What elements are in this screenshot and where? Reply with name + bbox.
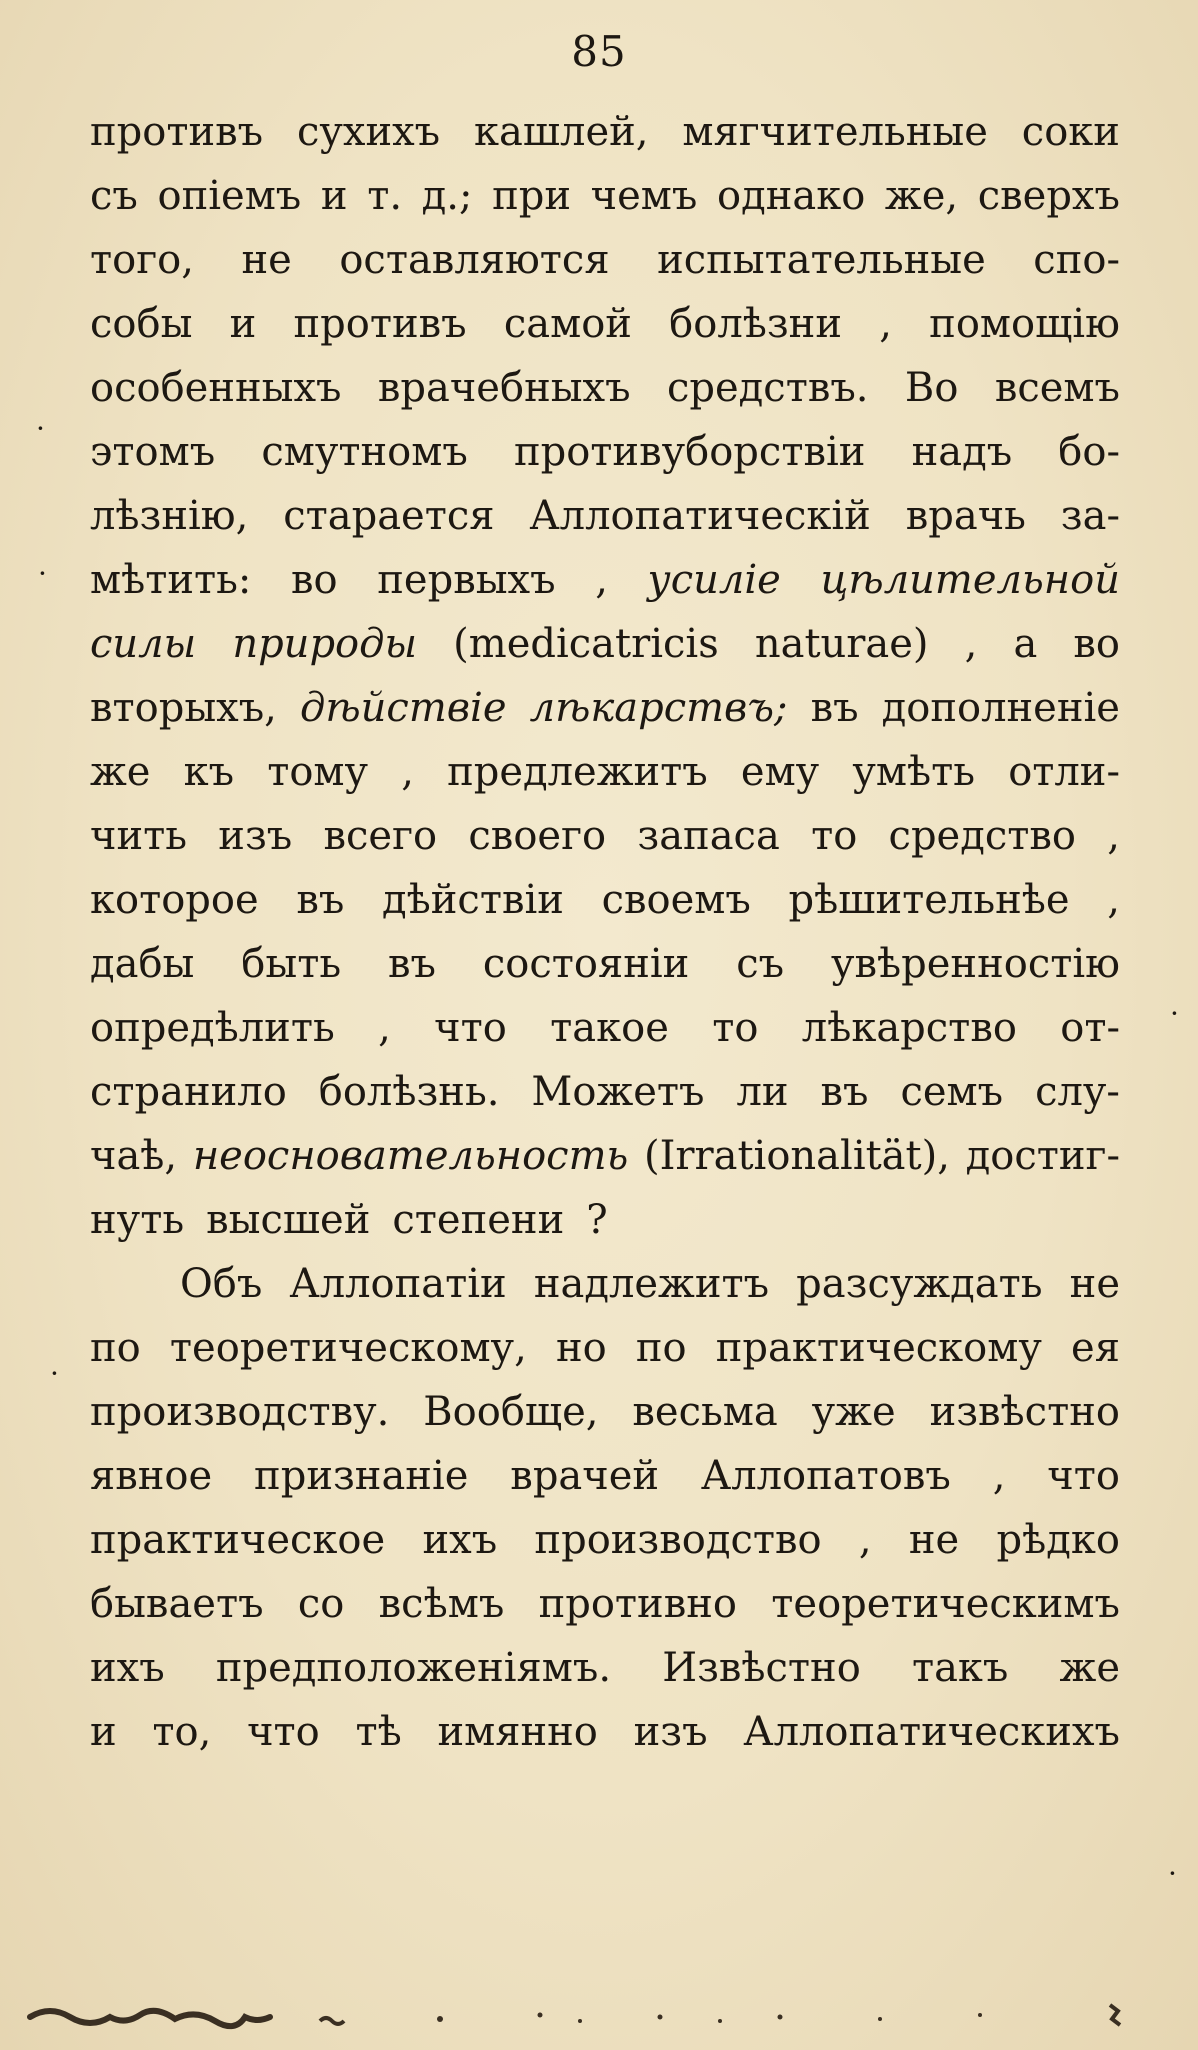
word: явное bbox=[90, 1453, 213, 1499]
word: во bbox=[291, 557, 338, 603]
word: усиліе bbox=[647, 557, 781, 603]
word: того, bbox=[90, 237, 194, 283]
word: сухихъ bbox=[296, 109, 441, 155]
text-line bbox=[90, 292, 1120, 356]
word: бо- bbox=[1058, 429, 1120, 475]
word: изъ bbox=[633, 1709, 708, 1755]
word: противъ bbox=[293, 301, 467, 347]
word: , bbox=[879, 301, 892, 347]
word: дабы bbox=[90, 941, 195, 987]
text-line bbox=[90, 228, 1120, 292]
word: лѣкарство bbox=[801, 1005, 1017, 1051]
word: болѣзнь. bbox=[318, 1069, 500, 1115]
word: болѣзни bbox=[669, 301, 843, 347]
word: надлежитъ bbox=[533, 1261, 770, 1307]
text-line bbox=[90, 740, 1120, 804]
word: врачей bbox=[510, 1453, 660, 1499]
word: naturae) bbox=[754, 621, 929, 667]
word: Во bbox=[904, 365, 959, 411]
word: соки bbox=[1021, 109, 1120, 155]
word: же bbox=[90, 749, 151, 795]
word: не bbox=[1069, 1261, 1120, 1307]
word: опіемъ bbox=[157, 173, 302, 219]
word: состояніи bbox=[482, 941, 690, 987]
word: что bbox=[247, 1709, 320, 1755]
word: чаѣ, bbox=[90, 1133, 178, 1179]
word: при bbox=[492, 173, 572, 219]
word: лѣзнію, bbox=[90, 493, 249, 539]
text-line bbox=[90, 1444, 1120, 1508]
word: весьма bbox=[632, 1389, 778, 1435]
word: уже bbox=[811, 1389, 896, 1435]
word: рѣшительнѣе bbox=[788, 877, 1070, 923]
word: собы bbox=[90, 301, 193, 347]
text-line bbox=[90, 1124, 1120, 1188]
word: , bbox=[595, 557, 608, 603]
word: кашлей, bbox=[474, 109, 649, 155]
word: отли- bbox=[1008, 749, 1120, 795]
word: практическое bbox=[90, 1517, 386, 1563]
body-text bbox=[90, 100, 1120, 1764]
word: , bbox=[992, 1453, 1006, 1499]
word: Аллопатическій bbox=[529, 493, 871, 539]
text-line bbox=[90, 1508, 1120, 1572]
word: Аллопатовъ bbox=[700, 1453, 951, 1499]
word: ? bbox=[586, 1197, 608, 1243]
word: во bbox=[1073, 621, 1120, 667]
word: старается bbox=[283, 493, 495, 539]
word: тѣ bbox=[355, 1709, 402, 1755]
word: по bbox=[90, 1325, 141, 1371]
word: от- bbox=[1060, 1005, 1120, 1051]
word: мягчительные bbox=[682, 109, 988, 155]
word: , bbox=[401, 749, 414, 795]
word: всемъ bbox=[994, 365, 1120, 411]
word: и bbox=[229, 301, 257, 347]
word: средство bbox=[888, 813, 1076, 859]
word: ли bbox=[736, 1069, 789, 1115]
word: же, bbox=[884, 173, 959, 219]
word: неосновательность bbox=[192, 1133, 629, 1179]
text-line bbox=[90, 996, 1120, 1060]
word: въ bbox=[296, 877, 345, 923]
word: средствъ. bbox=[666, 365, 869, 411]
text-line bbox=[90, 1380, 1120, 1444]
word: смутномъ bbox=[261, 429, 468, 475]
text-line bbox=[90, 484, 1120, 548]
word: быть bbox=[241, 941, 342, 987]
word: со bbox=[297, 1581, 345, 1627]
word: , bbox=[858, 1517, 872, 1563]
word: , bbox=[1107, 877, 1120, 923]
word: силы bbox=[90, 621, 197, 667]
word: семъ bbox=[900, 1069, 1004, 1115]
word: что bbox=[434, 1005, 507, 1051]
word: запаса bbox=[637, 813, 780, 859]
word: Аллопатическихъ bbox=[743, 1709, 1120, 1755]
margin-speck: · bbox=[38, 557, 47, 590]
word: предлежитъ bbox=[447, 749, 708, 795]
word: Вообще, bbox=[423, 1389, 599, 1435]
word: къ bbox=[183, 749, 235, 795]
word: т. bbox=[367, 173, 403, 219]
word: разсуждать bbox=[796, 1261, 1043, 1307]
word: и bbox=[90, 1709, 117, 1755]
margin-speck: · bbox=[1168, 1857, 1177, 1890]
word: однако bbox=[716, 173, 866, 219]
text-line bbox=[90, 1572, 1120, 1636]
word: помощію bbox=[929, 301, 1120, 347]
word: не bbox=[241, 237, 292, 283]
word: то bbox=[811, 813, 858, 859]
word: ихъ bbox=[422, 1517, 498, 1563]
word: такъ bbox=[911, 1645, 1009, 1691]
word: (Irrationalität), bbox=[643, 1133, 950, 1179]
word: противъ bbox=[90, 109, 264, 155]
word: то, bbox=[152, 1709, 212, 1755]
word: всѣмъ bbox=[378, 1581, 505, 1627]
text-line bbox=[90, 612, 1120, 676]
word: , bbox=[378, 1005, 391, 1051]
word: съ bbox=[736, 941, 785, 987]
word: Объ bbox=[180, 1261, 263, 1307]
word: бываетъ bbox=[90, 1581, 264, 1627]
margin-speck: · bbox=[1170, 997, 1179, 1030]
margin-speck: · bbox=[50, 1357, 59, 1390]
text-line bbox=[90, 1060, 1120, 1124]
text-line bbox=[90, 804, 1120, 868]
word: и bbox=[320, 173, 348, 219]
word: не bbox=[908, 1517, 960, 1563]
text-line bbox=[90, 356, 1120, 420]
text-line bbox=[90, 548, 1120, 612]
word: особенныхъ bbox=[90, 365, 342, 411]
word: противуборствіи bbox=[513, 429, 866, 475]
word: , bbox=[964, 621, 978, 667]
text-line bbox=[90, 932, 1120, 996]
word: высшей bbox=[206, 1197, 371, 1243]
word: мѣтить: bbox=[90, 557, 252, 603]
text-line bbox=[90, 1316, 1120, 1380]
text-line bbox=[90, 164, 1120, 228]
word: дѣйствіи bbox=[382, 877, 564, 923]
page-number: 85 bbox=[571, 27, 627, 76]
word: оставляются bbox=[339, 237, 610, 283]
text-line bbox=[90, 1700, 1120, 1764]
word: лѣкарствъ; bbox=[529, 685, 788, 731]
word: теоретическимъ bbox=[771, 1581, 1120, 1627]
word: ея bbox=[1071, 1325, 1120, 1371]
word: за- bbox=[1060, 493, 1120, 539]
word: умѣть bbox=[852, 749, 976, 795]
word: Аллопатіи bbox=[289, 1261, 507, 1307]
word: надъ bbox=[911, 429, 1013, 475]
word: опредѣлить bbox=[90, 1005, 335, 1051]
word: рѣдко bbox=[996, 1517, 1120, 1563]
word: врачебныхъ bbox=[377, 365, 631, 411]
word: Извѣстно bbox=[662, 1645, 861, 1691]
word: ихъ bbox=[90, 1645, 165, 1691]
word: испытательные bbox=[657, 237, 986, 283]
word: имянно bbox=[437, 1709, 598, 1755]
word: (medicatricis bbox=[453, 621, 719, 667]
word: первыхъ bbox=[377, 557, 556, 603]
word: слу- bbox=[1035, 1069, 1120, 1115]
word: спо- bbox=[1033, 237, 1120, 283]
word: съ bbox=[90, 173, 138, 219]
word: предположеніямъ. bbox=[215, 1645, 612, 1691]
word: д.; bbox=[421, 173, 473, 219]
text-line bbox=[90, 420, 1120, 484]
text-line bbox=[90, 1188, 1120, 1252]
word: практическому bbox=[715, 1325, 1042, 1371]
word: своего bbox=[468, 813, 607, 859]
word: врачь bbox=[905, 493, 1026, 539]
word: что bbox=[1047, 1453, 1120, 1499]
word: но bbox=[555, 1325, 607, 1371]
word: своемъ bbox=[601, 877, 751, 923]
word: чить bbox=[90, 813, 188, 859]
word: всего bbox=[323, 813, 438, 859]
text-line bbox=[90, 676, 1120, 740]
bottom-ink-smudge bbox=[20, 1995, 1170, 2035]
word: производству. bbox=[90, 1389, 390, 1435]
word: тому bbox=[267, 749, 369, 795]
word: Можетъ bbox=[531, 1069, 705, 1115]
text-line bbox=[90, 1252, 1120, 1316]
word: нуть bbox=[90, 1197, 185, 1243]
word: признаніе bbox=[254, 1453, 469, 1499]
word: производство bbox=[534, 1517, 822, 1563]
word: цѣлительной bbox=[820, 557, 1120, 603]
word: ему bbox=[740, 749, 820, 795]
word: вторыхъ, bbox=[90, 685, 277, 731]
word: увѣренностію bbox=[830, 941, 1120, 987]
word: въ bbox=[810, 685, 859, 731]
word: теоретическому, bbox=[169, 1325, 527, 1371]
word: противно bbox=[538, 1581, 737, 1627]
word: сверхъ bbox=[977, 173, 1120, 219]
word: чемъ bbox=[590, 173, 698, 219]
word: степени bbox=[392, 1197, 565, 1243]
word: которое bbox=[90, 877, 259, 923]
word: по bbox=[635, 1325, 687, 1371]
word: а bbox=[1013, 621, 1038, 667]
margin-speck: · bbox=[36, 412, 45, 445]
word: такое bbox=[550, 1005, 669, 1051]
text-line bbox=[90, 868, 1120, 932]
word: дѣйствіе bbox=[300, 685, 507, 731]
word: же bbox=[1059, 1645, 1120, 1691]
word: изъ bbox=[218, 813, 293, 859]
word: въ bbox=[388, 941, 436, 987]
word: въ bbox=[820, 1069, 869, 1115]
word: достиг- bbox=[965, 1133, 1120, 1179]
text-line bbox=[90, 100, 1120, 164]
word: самой bbox=[503, 301, 632, 347]
text-line bbox=[90, 1636, 1120, 1700]
word: то bbox=[712, 1005, 759, 1051]
word: извѣстно bbox=[929, 1389, 1120, 1435]
word: этомъ bbox=[90, 429, 216, 475]
word: природы bbox=[232, 621, 418, 667]
word: дополненіе bbox=[881, 685, 1120, 731]
word: , bbox=[1107, 813, 1120, 859]
word: странило bbox=[90, 1069, 287, 1115]
